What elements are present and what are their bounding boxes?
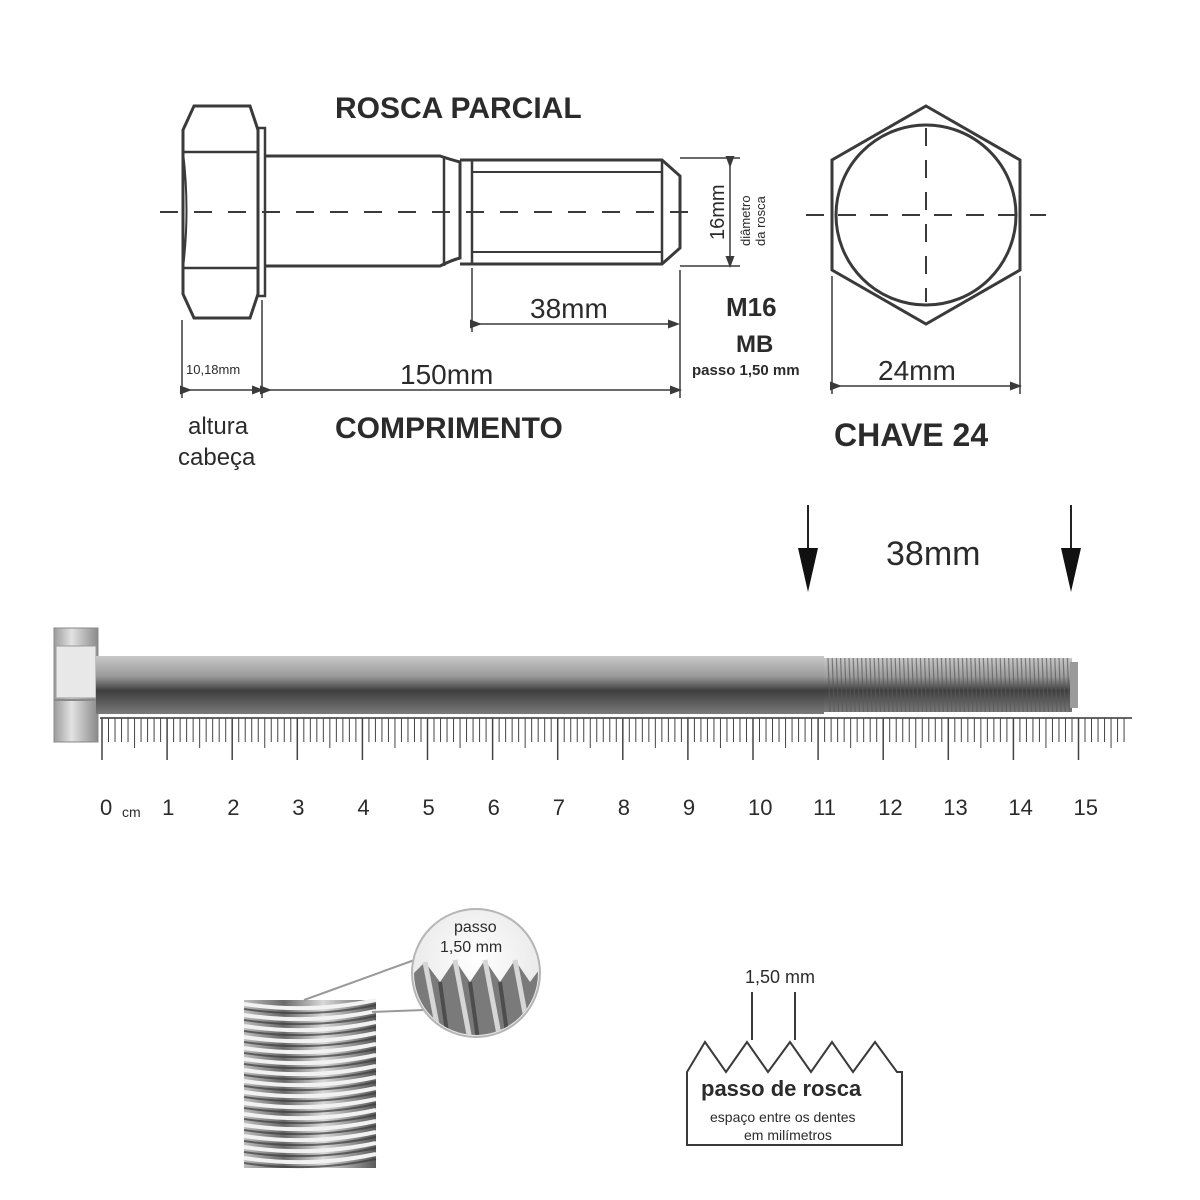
- ruler-label: 4: [357, 795, 370, 820]
- bolt-photo: [54, 628, 1078, 742]
- ruler-label: 8: [617, 795, 631, 820]
- ruler-label: 12: [878, 795, 903, 820]
- ruler-label: 15: [1073, 795, 1098, 820]
- ruler-label: 2: [227, 795, 240, 820]
- ruler-label: 11: [813, 795, 836, 820]
- pitch-box-line-1: espaço entre os dentes: [710, 1109, 856, 1125]
- pitch-box-line-2: em milímetros: [744, 1127, 832, 1143]
- diameter-label-2: da rosca: [753, 196, 768, 246]
- wrench-label: CHAVE 24: [834, 417, 989, 453]
- spec-m16: M16: [726, 292, 777, 322]
- zoom-label-passo: passo: [454, 919, 497, 936]
- length-label: COMPRIMENTO: [335, 412, 563, 445]
- ruler-label: 5: [422, 795, 435, 820]
- diameter-value: 16mm: [707, 184, 729, 240]
- pitch-box-title: passo de rosca: [701, 1076, 862, 1101]
- ruler-label: 9: [682, 795, 696, 820]
- head-height-label-1: altura: [188, 413, 249, 440]
- spec-mb: MB: [736, 331, 774, 358]
- pitch-value: 1,50 mm: [745, 967, 816, 987]
- ruler-label: 3: [292, 795, 305, 820]
- zoom-label-pitch: 1,50 mm: [440, 939, 503, 956]
- thread-length-mid: 38mm: [886, 535, 981, 573]
- ruler-label: 13: [943, 795, 968, 820]
- head-height-value: 10,18mm: [186, 362, 241, 377]
- ruler-label: 1: [162, 795, 175, 820]
- ruler-unit: cm: [122, 804, 141, 820]
- bolt-side-view: [160, 106, 768, 398]
- length-value: 150mm: [400, 359, 494, 390]
- ruler: [100, 718, 1132, 760]
- spec-pitch: passo 1,50 mm: [692, 362, 800, 379]
- title-rosca-parcial: ROSCA PARCIAL: [335, 92, 582, 125]
- ruler-label: 6: [487, 795, 500, 820]
- head-height-label-2: cabeça: [178, 444, 256, 471]
- wrench-value: 24mm: [878, 355, 956, 386]
- ruler-label: 10: [748, 795, 773, 820]
- diameter-label-1: diâmetro: [738, 195, 753, 246]
- thread-length-value: 38mm: [530, 293, 608, 324]
- ruler-label: 0: [100, 795, 113, 820]
- ruler-label: 7: [552, 795, 565, 820]
- bolt-end-view: [806, 106, 1046, 394]
- ruler-label: 14: [1008, 795, 1033, 820]
